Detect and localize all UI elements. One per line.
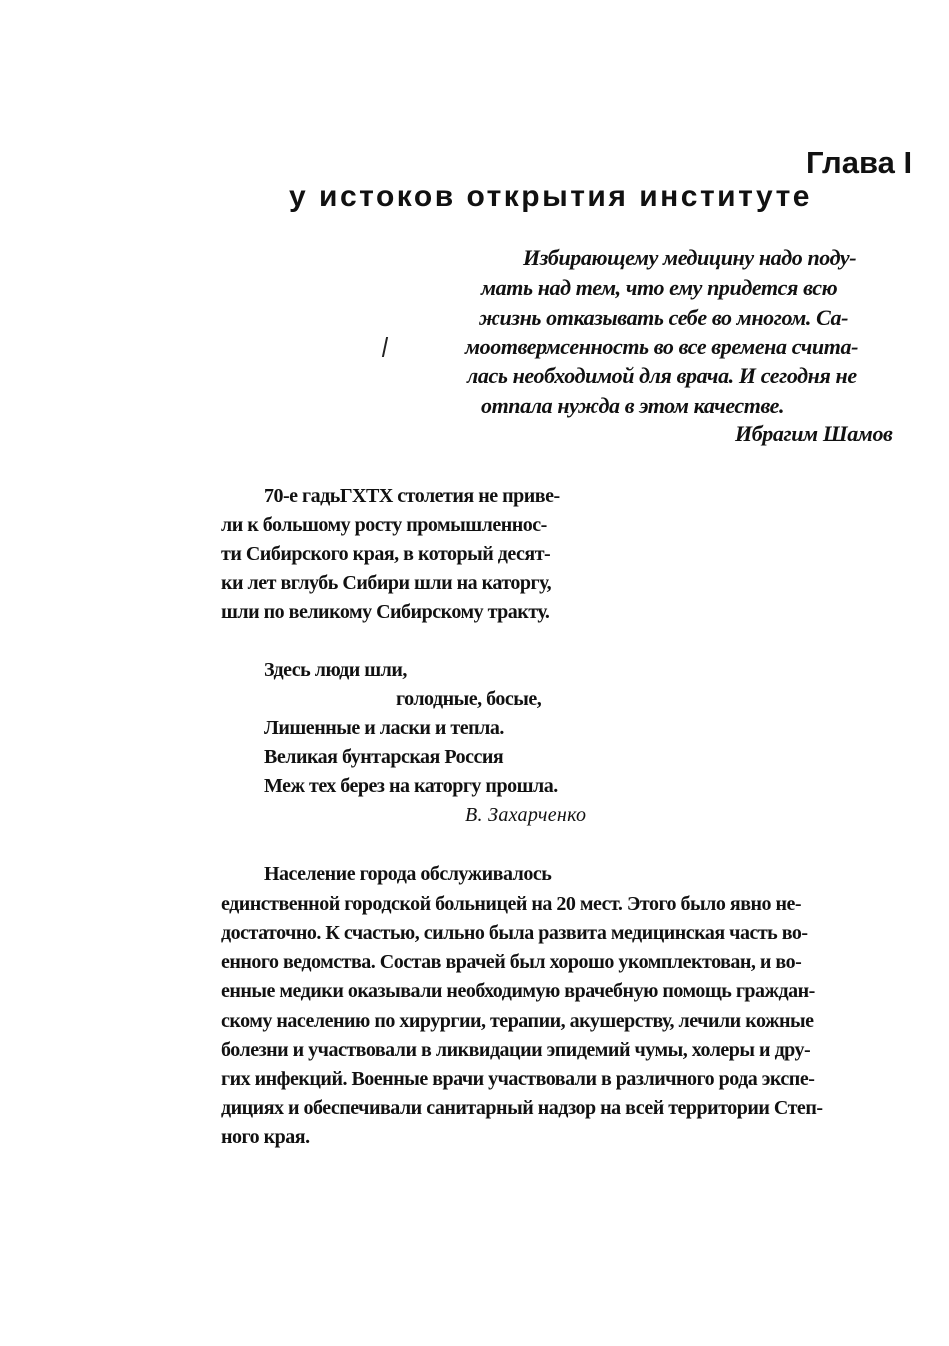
poem-line: Великая бунтарская Россия xyxy=(264,746,504,768)
epigraph-line: лась необходимой для врача. И сегодня не xyxy=(467,363,857,388)
paragraph-line: дициях и обеспечивали санитарный надзор на всей территории Степ- xyxy=(221,1097,823,1119)
chapter-number: Глава I xyxy=(806,145,913,180)
paragraph-line: ли к большому росту промышленнос- xyxy=(221,514,547,536)
chapter-title: у истоков открытия институте xyxy=(289,180,812,213)
poem-author: В. Захарченко xyxy=(465,804,587,826)
epigraph-line: жизнь отказывать себе во многом. Са- xyxy=(479,305,849,330)
paragraph-line: енного ведомства. Состав врачей был хорошо укомплектован, и во- xyxy=(221,951,802,973)
paragraph-line: енные медики оказывали необходимую врачебную помощь граждан- xyxy=(221,980,815,1002)
poem-line: голодные, босые, xyxy=(396,688,542,710)
epigraph-line: отпала нужда в этом качестве. xyxy=(481,393,785,418)
paragraph-line: ки лет вглубь Сибири шли на каторгу, xyxy=(221,572,552,594)
paragraph-line: гих инфекций. Военные врачи участвовали в различного рода экспе- xyxy=(221,1068,815,1090)
paragraph-line: ти Сибирского края, в который десят- xyxy=(221,543,551,565)
paragraph-line: 70-е гадьГХТХ столетия не приве- xyxy=(264,485,560,507)
paragraph-line: Население города обслуживалось xyxy=(264,863,552,885)
paragraph-line: скому населению по хирургии, терапии, акушерству, лечили кожные xyxy=(221,1010,814,1032)
paragraph-line: ного края. xyxy=(221,1126,310,1148)
paragraph-line: единственной городской больницей на 20 мест. Этого было явно не- xyxy=(221,893,802,915)
epigraph-line: моотвермсенность во все времена счита- xyxy=(465,334,858,359)
poem-line: Лишенные и ласки и тепла. xyxy=(264,717,504,739)
poem-line: Здесь люди шли, xyxy=(264,659,407,681)
paragraph-line: болезни и участвовали в ликвидации эпидемий чумы, холеры и дру- xyxy=(221,1039,811,1061)
paragraph-line: шли по великому Сибирскому тракту. xyxy=(221,601,550,623)
poem-line: Меж тех берез на каторгу прошла. xyxy=(264,775,558,797)
epigraph-line: Избирающему медицину надо поду- xyxy=(523,245,857,270)
epigraph-author: Ибрагим Шамов xyxy=(735,421,893,446)
stray-mark xyxy=(382,337,388,357)
epigraph-line: мать над тем, что ему придется всю xyxy=(481,275,838,300)
paragraph-line: достаточно. К счастью, сильно была развита медицинская часть во- xyxy=(221,922,808,944)
